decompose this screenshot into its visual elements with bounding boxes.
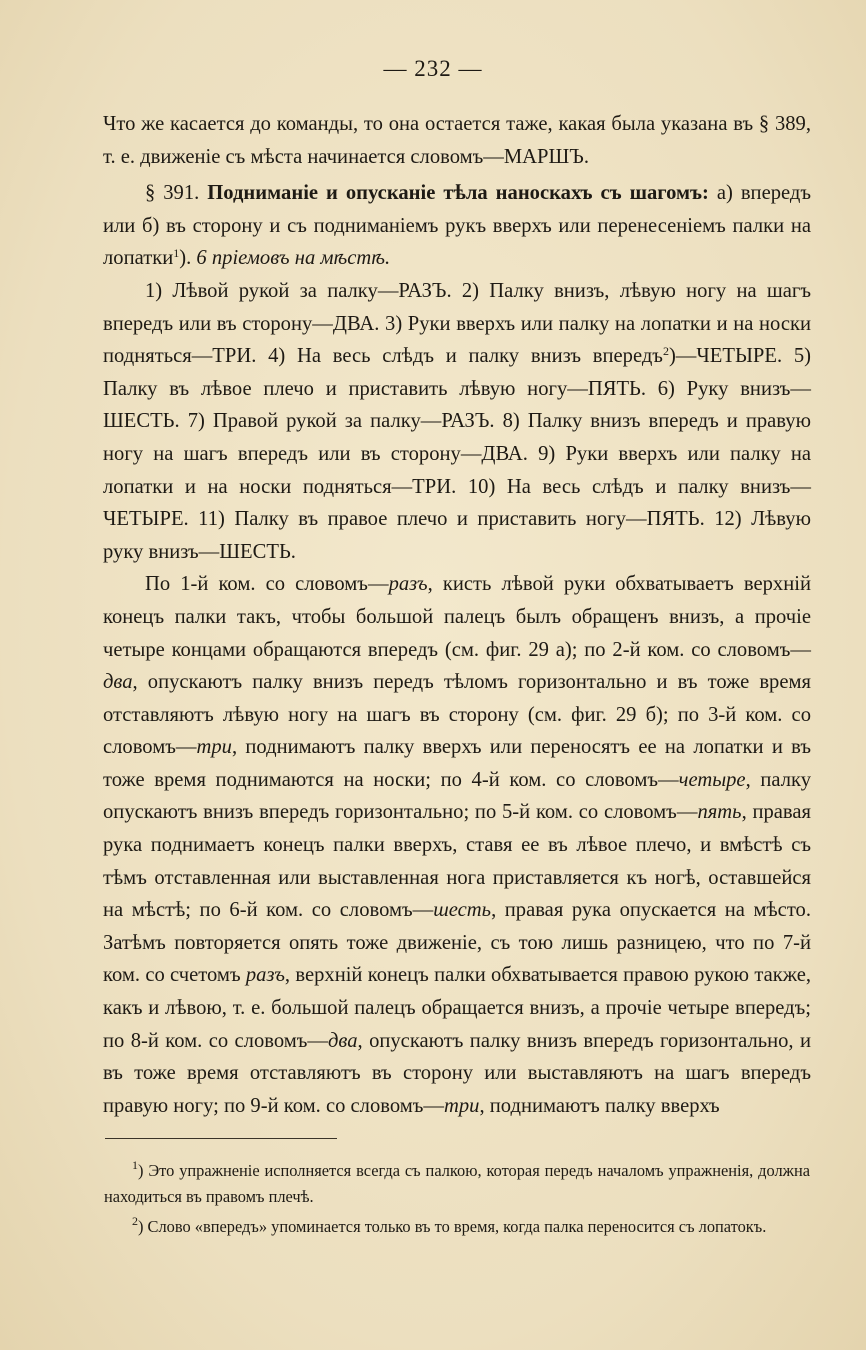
steps-text-b: )—ЧЕТЫРЕ. 5) Палку въ лѣвое плечо и приставить лѣвую ногу—ПЯТЬ. 6) Руку внизъ—ШЕСТЬ. 7) Правой рукой за палку—РАЗЪ. 8) Палку внизъ впередъ и правую ногу на шагъ впередъ или въ сторону—ДВА. 9) Руки вверхъ или палку на лопатки и на носки подняться—ТРИ. 10) На весь слѣдъ и палку внизъ—ЧЕТЫРЕ. 11) Палку въ правое плечо и приставить ногу—ПЯТЬ. 12) Лѣвую руку внизъ—ШЕСТЬ. [103, 345, 811, 563]
steps-text-a: 1) Лѣвой рукой за палку—РАЗЪ. 2) Палку внизъ, лѣвую ногу на шагъ впередъ или въ сторону—ДВА. 3) Руки вверхъ или палку на лопатки и на носки подняться—ТРИ. 4) На весь слѣдъ и палку внизъ впередъ [103, 279, 811, 368]
text-segment: , правая рука поднимаетъ конецъ палки вверхъ, ставя ее въ лѣвое плечо, и вмѣстѣ съ тѣмъ отставленная или выставленная нога приставляется къ ногѣ, оставшейся на мѣстѣ; по 6-й ком. со словомъ— [103, 801, 811, 922]
paragraph-description [103, 568, 811, 1122]
command-word: четыре [678, 768, 746, 791]
text-segment: , правая рука опускается на мѣсто. Затѣмъ повторяется опять тоже движеніе, съ тою лишь разницею, что по 7-й ком. со счетомъ [103, 899, 811, 987]
command-word: пять [697, 801, 742, 824]
command-word: разъ [245, 964, 285, 987]
text-segment: , опускаютъ палку внизъ передъ тѣломъ горизонтально и въ тоже время отставляютъ лѣвую ногу на шагъ въ сторону (см. фиг. 29 б); по 3-й ком. со словомъ— [103, 671, 811, 759]
section-text-end: ). [179, 247, 192, 270]
footnote-2-text: ) Слово «впередъ» упоминается только въ то время, когда палка переносится съ лопатокъ. [138, 1216, 767, 1236]
footnote-ref-1: 1 [173, 246, 180, 261]
footnote-1 [104, 1158, 810, 1210]
command-word: три [196, 736, 232, 759]
footnote-2 [104, 1214, 810, 1240]
command-word: шесть [433, 899, 492, 922]
footnote-1-mark: 1 [132, 1158, 138, 1172]
footnote-1-text: ) Это упражненіе исполняется всегда съ палкою, которая передъ началомъ упражненія, должна находиться въ правомъ плечѣ. [104, 1161, 810, 1206]
command-word: два [328, 1029, 358, 1052]
footnotes [104, 1158, 810, 1239]
text-segment: , верхній конецъ палки обхватывается правою рукою также, какъ и лѣвою, т. е. большой палецъ обращается внизъ, а прочіе четыре впередъ; по 8-й ком. со словомъ— [103, 964, 811, 1052]
text-segment: , опускаютъ палку внизъ впередъ горизонтально, и въ тоже время отставляютъ въ сторону или выставляютъ на шагъ впередъ правую ногу; по 9-й ком. со словомъ— [103, 1029, 811, 1117]
footnote-ref-2: 2 [662, 344, 669, 359]
page-number: — 232 — [383, 56, 483, 81]
text-segment: По 1-й ком. со словомъ— [145, 573, 389, 596]
paragraph-steps [103, 275, 811, 568]
section-number: § 391. [145, 182, 200, 205]
paragraph-command: Что же касается до команды, то она остается таже, какая была указана въ § 389, т. е. движеніе съ мѣста начинается словомъ—МАРШЪ. [103, 113, 811, 168]
command-word: разъ [388, 573, 428, 596]
main-text [103, 108, 811, 1122]
text-segment: , поднимаютъ палку вверхъ [479, 1094, 720, 1117]
text-segment: , палку опускаютъ внизъ впередъ горизонтально; по 5-й ком. со словомъ— [103, 768, 811, 824]
command-word: три [444, 1094, 480, 1117]
section-391 [103, 177, 811, 275]
footnote-2-mark: 2 [132, 1213, 138, 1228]
section-title: Подниманіе и опусканіе тѣла наноскахъ съ шагомъ: [207, 182, 709, 205]
text-segment: , поднимаютъ палку вверхъ или переносятъ ее на лопатки и въ тоже время поднимаются на носки; по 4-й ком. со словомъ— [103, 736, 811, 791]
command-word: два [103, 671, 133, 694]
section-text: а) впередъ или б) въ сторону и съ подниманіемъ рукъ вверхъ или перенесеніемъ палки на лопатки [103, 182, 811, 270]
section-count: 6 пріемовъ на мѣстѣ. [196, 247, 391, 270]
footnote-divider [105, 1138, 337, 1139]
text-segment: , кисть лѣвой руки обхватываетъ верхній конецъ палки такъ, чтобы большой палецъ былъ обращенъ внизъ, а прочіе четыре концами обращаются впередъ (см. фиг. 29 а); по 2-й ком. со словомъ— [103, 573, 811, 661]
